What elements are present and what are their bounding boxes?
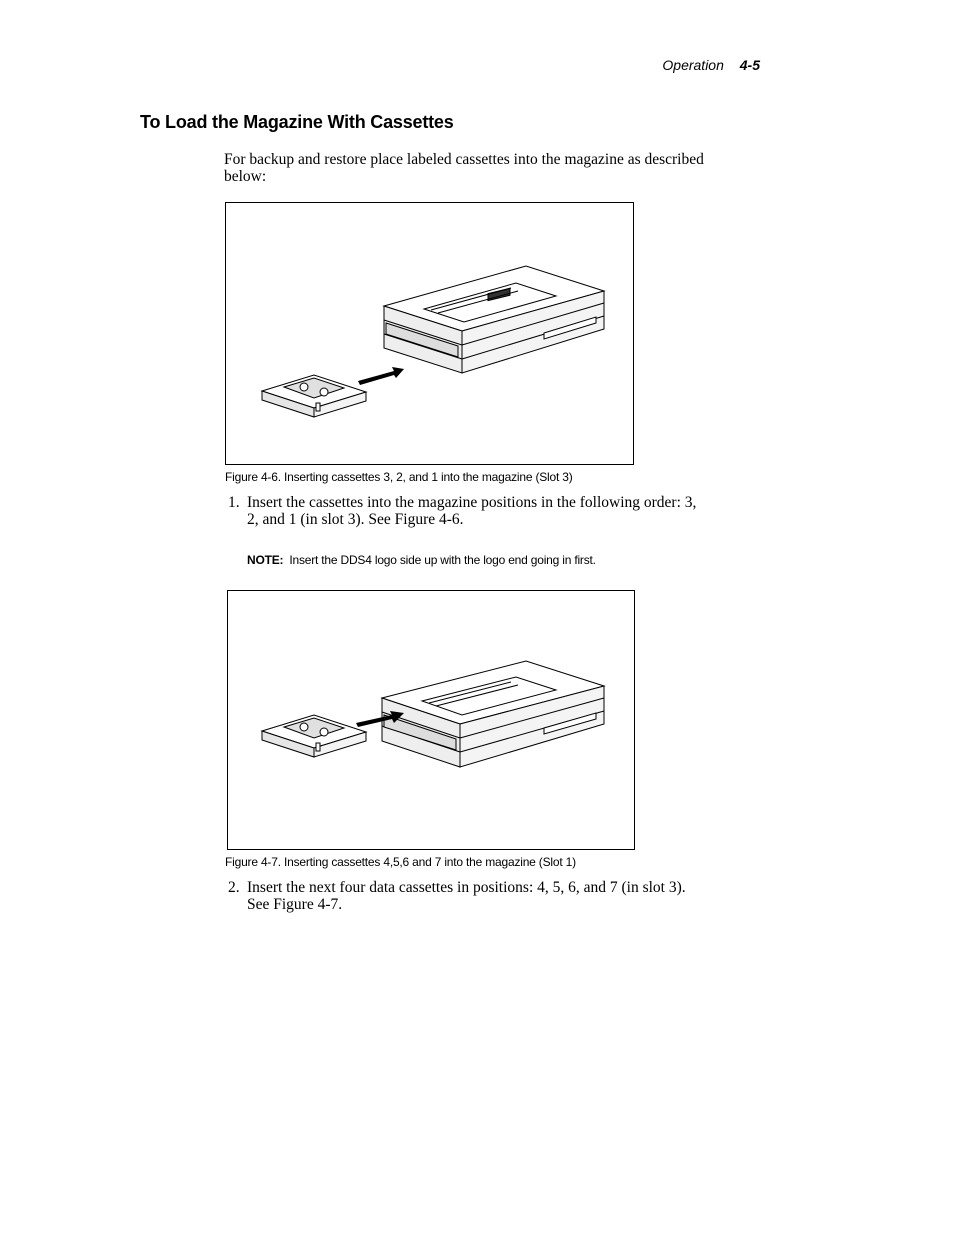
note <box>247 553 596 567</box>
page-number: 4-5 <box>739 57 760 73</box>
section-heading: To Load the Magazine With Cassettes <box>140 112 454 132</box>
magazine-illustration-1 <box>226 203 633 464</box>
figure-caption: Figure 4-6. Inserting cassettes 3, 2, and 1 into the magazine (Slot 3) <box>225 470 573 484</box>
step-item <box>228 494 708 530</box>
step-number: 1. <box>228 494 240 511</box>
step-item <box>228 879 708 915</box>
note-label: NOTE: <box>247 553 284 567</box>
step-number: 2. <box>228 879 240 896</box>
cassette-2 <box>262 715 366 757</box>
page-header <box>560 57 760 73</box>
insert-arrow <box>358 367 404 385</box>
figure-caption: Figure 4-7. Inserting cassettes 4,5,6 and 7 into the magazine (Slot 1) <box>225 855 576 869</box>
note-text: Insert the DDS4 logo side up with the logo end going in first. <box>289 553 596 567</box>
figure-4-7 <box>227 590 635 850</box>
magazine-illustration-2 <box>228 591 634 849</box>
step-text: Insert the cassettes into the magazine positions in the following order: 3, 2, and 1 (in slot 3). See Figure 4-6. <box>247 494 697 528</box>
cassette-1 <box>262 375 366 417</box>
step-text: Insert the next four data cassettes in positions: 4, 5, 6, and 7 (in slot 3). See Figure 4-7. <box>247 879 686 913</box>
figure-4-6 <box>225 202 634 465</box>
section-name: Operation <box>662 57 724 73</box>
intro-paragraph: For backup and restore place labeled cassettes into the magazine as described below: <box>224 151 704 185</box>
